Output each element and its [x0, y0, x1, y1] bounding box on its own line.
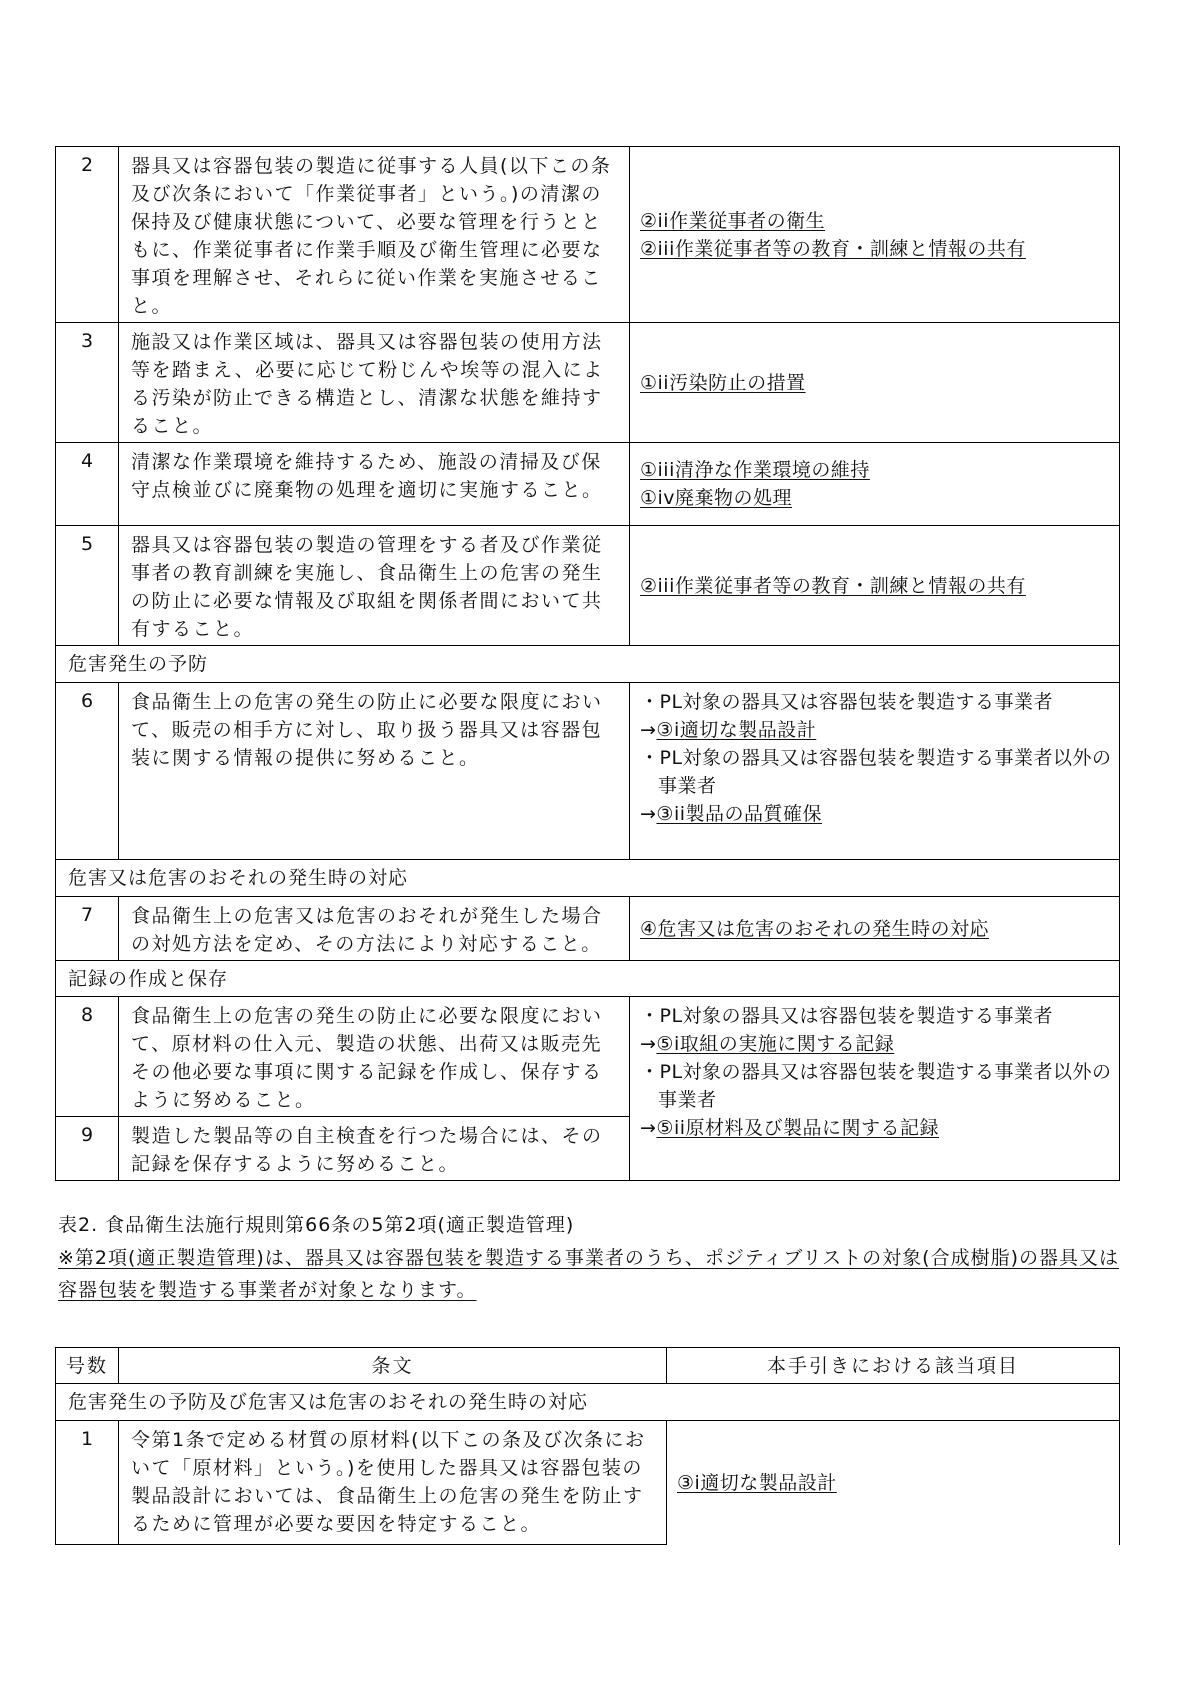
guide-reference-link[interactable]: ⑤ii原材料及び製品に関する記録: [656, 1117, 940, 1139]
guide-reference-cell: [630, 897, 1120, 961]
guide-reference-link[interactable]: ④危害又は危害のおそれの発生時の対応: [640, 917, 990, 940]
article-text: 製造した製品等の自主検査を行つた場合には、その記録を保存するように努めること。: [119, 1117, 630, 1181]
table-row: [56, 323, 1120, 443]
article-text: 清潔な作業環境を維持するため、施設の清掃及び保守点検並びに廃棄物の処理を適切に実施すること。: [119, 443, 630, 526]
regulation-table: [55, 1347, 1120, 1545]
article-text: 食品衛生上の危害の発生の防止に必要な限度において、原材料の仕入元、製造の状態、出荷又は販売先その他必要な事項に関する記録を作成し、保存するように努めること。: [119, 997, 630, 1117]
row-number: 4: [56, 443, 119, 526]
guide-reference-link[interactable]: ②iii作業従事者等の教育・訓練と情報の共有: [640, 237, 1026, 260]
row-number: 3: [56, 323, 119, 443]
table-row: [56, 683, 1120, 860]
guide-reference-cell: [630, 997, 1120, 1181]
guide-reference-cell: [630, 323, 1120, 443]
article-text: 施設又は作業区域は、器具又は容器包装の使用方法等を踏まえ、必要に応じて粉じんや埃等の混入による汚染が防止できる構造とし、清潔な状態を維持すること。: [119, 323, 630, 443]
article-text: 食品衛生上の危害又は危害のおそれが発生した場合の対処方法を定め、その方法により対応すること。: [119, 897, 630, 961]
header-row: [56, 1348, 1120, 1384]
table-row: [56, 997, 1120, 1117]
row-number: 2: [56, 147, 119, 323]
reference-line: [640, 800, 1115, 828]
guide-reference-cell: [630, 683, 1120, 860]
table-note: [58, 1242, 1138, 1306]
guide-reference-cell: [667, 1421, 1120, 1545]
section-label: 危害発生の予防: [56, 646, 1120, 683]
guide-reference-link[interactable]: ①iii清浄な作業環境の維持: [640, 459, 870, 481]
table-row: [56, 526, 1120, 646]
reference-line: [640, 1114, 1115, 1142]
operator-type: ・PL対象の器具又は容器包装を製造する事業者: [640, 691, 1054, 713]
article-text: 器具又は容器包装の製造の管理をする者及び作業従事者の教育訓練を実施し、食品衛生上の危害の発生の防止に必要な情報及び取組を関係者間において共有すること。: [119, 526, 630, 646]
arrow-icon: →: [640, 803, 657, 825]
guide-reference-cell: [630, 526, 1120, 646]
guide-reference-link[interactable]: ③i適切な製品設計: [677, 1471, 837, 1494]
table-caption: 表2. 食品衛生法施行規則第66条の5第2項(適正製造管理): [58, 1214, 575, 1236]
row-number: 5: [56, 526, 119, 646]
article-text: 令第1条で定める材質の原材料(以下この条及び次条において「原材料」という。)を使用した器具又は容器包装の製品設計においては、食品衛生上の危害の発生を防止するために管理が必要な要因を特定すること。: [119, 1421, 667, 1545]
arrow-icon: →: [640, 1033, 657, 1055]
row-number: 9: [56, 1117, 119, 1181]
guide-reference-link[interactable]: ⑤i取組の実施に関する記録: [656, 1033, 895, 1055]
reference-line: [640, 1030, 1115, 1058]
operator-type: ・PL対象の器具又は容器包装を製造する事業者以外の事業者: [640, 747, 1112, 797]
table-note-text: ※第2項(適正製造管理)は、器具又は容器包装を製造する事業者のうち、ポジティブリストの対象(合成樹脂)の器具又は容器包装を製造する事業者が対象となります。: [58, 1247, 1120, 1301]
guide-reference-link[interactable]: ②ii作業従事者の衛生: [640, 209, 826, 232]
section-label: 危害又は危害のおそれの発生時の対応: [56, 860, 1120, 897]
header-article: 条文: [119, 1348, 667, 1384]
article-text: 食品衛生上の危害の発生の防止に必要な限度において、販売の相手方に対し、取り扱う器具又は容器包装に関する情報の提供に努めること。: [119, 683, 630, 860]
row-number: 6: [56, 683, 119, 860]
section-label: 危害発生の予防及び危害又は危害のおそれの発生時の対応: [56, 1384, 1120, 1421]
arrow-icon: →: [640, 719, 657, 741]
guide-reference-link[interactable]: ③ii製品の品質確保: [656, 803, 823, 825]
article-text: 器具又は容器包装の製造に従事する人員(以下この条及び次条において「作業従事者」という。)の清潔の保持及び健康状態について、必要な管理を行うとともに、作業従事者に作業手順及び衛生管理に必要な事項を理解させ、それらに従い作業を実施させること。: [119, 147, 630, 323]
row-number: 7: [56, 897, 119, 961]
operator-type: ・PL対象の器具又は容器包装を製造する事業者以外の事業者: [640, 1061, 1112, 1111]
guide-reference-cell: [630, 443, 1120, 526]
section-row: [56, 1384, 1120, 1421]
guide-reference-link[interactable]: ③i適切な製品設計: [656, 719, 817, 741]
section-label: 記録の作成と保存: [56, 961, 1120, 997]
arrow-icon: →: [640, 1117, 657, 1139]
guide-reference-link[interactable]: ①ii汚染防止の措置: [640, 371, 806, 394]
table-row: [56, 1421, 1120, 1545]
row-number: 8: [56, 997, 119, 1117]
continuation-table: [55, 146, 1120, 1181]
header-guide-item: 本手引きにおける該当項目: [667, 1348, 1120, 1384]
reference-line: [640, 716, 1115, 744]
table-row: [56, 443, 1120, 526]
table-row: [56, 147, 1120, 323]
guide-reference-link[interactable]: ②iii作業従事者等の教育・訓練と情報の共有: [640, 574, 1026, 597]
section-row: [56, 961, 1120, 997]
section-row: [56, 646, 1120, 683]
table-row: [56, 897, 1120, 961]
section-row: [56, 860, 1120, 897]
operator-type: ・PL対象の器具又は容器包装を製造する事業者: [640, 1005, 1054, 1027]
guide-reference-cell: [630, 147, 1120, 323]
header-number: 号数: [56, 1348, 119, 1384]
guide-reference-link[interactable]: ①iv廃棄物の処理: [640, 487, 793, 509]
row-number: 1: [56, 1421, 119, 1545]
